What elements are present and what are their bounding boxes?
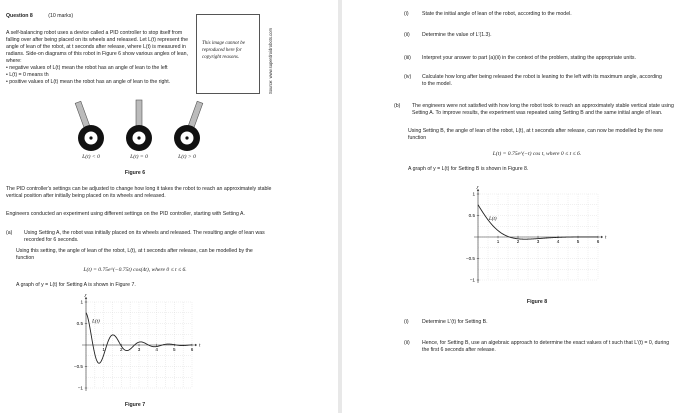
y-tick-label: −0.5 (73, 364, 83, 370)
y-axis-label: y (84, 294, 87, 298)
curve-line (478, 205, 598, 239)
curve-label: L(t) (489, 216, 497, 222)
y-tick-label: 0.5 (468, 213, 475, 219)
question-title: Question 8 (6, 13, 33, 19)
part-a-label: (a) (6, 230, 13, 236)
robot-lean-left (75, 101, 104, 151)
right-page (342, 0, 680, 413)
figure6-label-left: L(t) < 0 (82, 154, 100, 160)
x-tick-label: 4 (155, 347, 158, 352)
x-tick-label: 6 (596, 239, 600, 244)
part-a-item-iv (404, 74, 666, 88)
item-label: (iv) (404, 74, 412, 80)
y-axis-label: y (476, 186, 479, 190)
part-b-text2: Using Setting B, the angle of lean of the robot, L(t), at t seconds after release, can now be modelled by the new function (408, 128, 663, 142)
part-b-block (394, 103, 674, 117)
y-tick-label: 1 (80, 299, 83, 305)
bullet-item: • positive values of L(t) mean the robot has an angle of lean to the right. (6, 79, 196, 86)
part-b-text1: The engineers were not satisfied with how long the robot took to reach an approximately stable vertical state using Setting A. To improve results, the experiment was repeated using Setting B and the same initial angle of lean. (412, 103, 674, 117)
y-tick-label: −0.5 (465, 256, 475, 262)
x-tick-label: 5 (173, 347, 176, 352)
item-label: (i) (404, 319, 409, 325)
part-a-item-i (404, 11, 672, 18)
source-note: Source: www.superdroidrobots.com (268, 27, 273, 94)
x-tick-label: 3 (536, 239, 540, 244)
bullet-item: • negative values of L(t) mean the robot has an angle of lean to the left (6, 65, 196, 72)
bullet-list (6, 65, 196, 86)
part-a-block (6, 230, 326, 244)
intro-text: A self-balancing robot uses a device called a PID controller to stop itself from falling over after being placed on its wheels and released. Let L(t) represent the angle of lean of the robot, at t seconds after release, where L(t) is measured in radians. Side-on diagrams of this robot in Figure 6 show various angles of lean, where: (6, 30, 188, 65)
x-tick-label: 6 (190, 347, 194, 352)
curve-label: L(t) (92, 319, 100, 325)
figure8-graph (456, 186, 608, 290)
x-tick-label: 3 (137, 347, 141, 352)
part-a-equation: L(t) = 0.75e^(−0.75t) cos(4t), where 0 ≤ t ≤ 6. (83, 267, 187, 273)
part-b-graph-intro: A graph of y = L(t) for Setting B is shown in Figure 8. (408, 166, 529, 172)
y-tick-label: 1 (472, 191, 475, 197)
part-a-item-iii (404, 55, 676, 62)
part-a-graph-intro: A graph of y = L(t) for Setting A is shown in Figure 7. (16, 282, 136, 288)
x-axis-label: t (199, 343, 201, 349)
paragraph-pid: The PID controller's settings can be adjusted to change how long it takes the robot to reach an approximately stable vertical position after initially being placed on its wheels and released. (6, 186, 272, 200)
item-text: Determine L′(t) for Setting B. (422, 319, 488, 325)
figure6-label-right: L(t) > 0 (178, 154, 196, 160)
question-header (6, 13, 126, 20)
part-a-text1: Using Setting A, the robot was initially placed on its wheels and released. The resulting angle of lean was recorded for 6 seconds. (24, 230, 265, 244)
figure7-caption: Figure 7 (124, 402, 146, 408)
robot-upright (126, 100, 152, 151)
item-label: (i) (404, 11, 409, 17)
item-text: Determine the value of L′(1.3). (422, 32, 492, 38)
paragraph-experiment: Engineers conducted an experiment using different settings on the PID controller, starting with Setting A. (6, 211, 245, 217)
item-text: Hence, for Setting B, use an algebraic approach to determine the exact values of t such that L′(t) = 0, during the first 6 seconds after release. (422, 340, 670, 354)
question-marks: (10 marks) (48, 13, 74, 19)
figure7-graph (64, 294, 202, 398)
item-label: (iii) (404, 55, 411, 61)
part-b-item-ii (404, 340, 676, 354)
y-tick-label: −1 (77, 385, 83, 391)
x-tick-label: 1 (102, 347, 105, 352)
figure6-caption: Figure 6 (124, 170, 146, 176)
item-label: (ii) (404, 340, 410, 346)
part-b-equation: L(t) = 0.75e^(−t) cos t, where 0 ≤ t ≤ 6. (492, 151, 582, 157)
x-axis-arrow (601, 236, 603, 238)
x-tick-label: 5 (576, 239, 580, 244)
figure8-caption: Figure 8 (526, 299, 548, 305)
robot-lean-right (174, 101, 203, 151)
x-axis-label: t (605, 235, 607, 241)
x-tick-label: 2 (120, 347, 123, 352)
bullet-item: • L(t) = 0 means th (6, 72, 196, 79)
source-note-wrap (268, 14, 274, 94)
copyright-note: This image cannot be reproduced here for copyright reasons. (202, 41, 245, 60)
part-b-item-i (404, 319, 666, 326)
figure6-label-center: L(t) = 0 (130, 154, 148, 160)
copyright-image-box (196, 14, 260, 94)
x-tick-label: 4 (556, 239, 560, 244)
y-tick-label: −1 (469, 277, 475, 283)
part-b-label: (b) (394, 103, 401, 109)
item-text: Interpret your answer to part (a)(ii) in the context of the problem, stating the appropriate units. (422, 55, 636, 61)
item-text: Calculate how long after being released the robot is leaning to the left with its maximum angle, according to the model. (422, 74, 662, 88)
x-axis-arrow (195, 344, 197, 346)
x-tick-label: 2 (516, 239, 520, 244)
part-a-text2: Using this setting, the angle of lean of the robot, L(t), at t seconds after release, can be modelled by the function (16, 248, 253, 262)
y-tick-label: 0.5 (76, 321, 83, 327)
left-page (0, 0, 338, 413)
item-text: State the initial angle of lean of the robot, according to the model. (422, 11, 572, 17)
part-a-item-ii (404, 32, 672, 39)
item-label: (ii) (404, 32, 410, 38)
x-tick-label: 1 (496, 239, 500, 244)
